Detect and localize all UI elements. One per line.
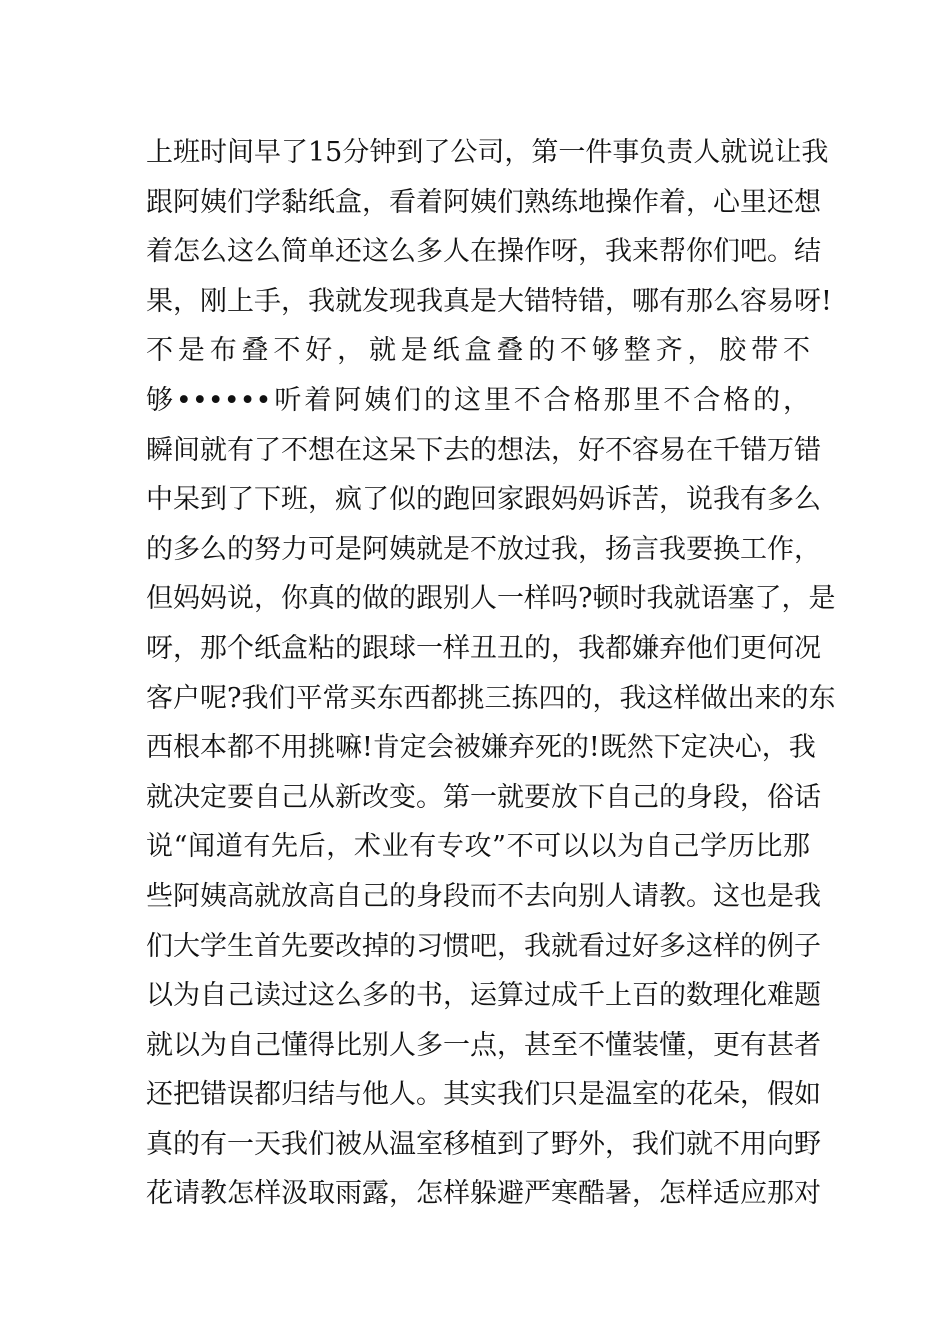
text-line: 的多么的努力可是阿姨就是不放过我，扬言我要换工作， bbox=[146, 533, 821, 565]
text-line: 西根本都不用挑嘛!肯定会被嫌弃死的!既然下定决心，我 bbox=[146, 732, 816, 764]
text-line: 果，刚上手，我就发现我真是大错特错，哪有那么容易呀! bbox=[146, 285, 832, 317]
text-line: 花请教怎样汲取雨露，怎样躲避严寒酷暑，怎样适应那对 bbox=[146, 1178, 821, 1210]
body-text bbox=[146, 128, 836, 1219]
text-line: 还把错误都归结与他人。其实我们只是温室的花朵，假如 bbox=[146, 1079, 821, 1111]
text-line: 们大学生首先要改掉的习惯吧，我就看过好多这样的例子 bbox=[146, 930, 821, 962]
text-line: 真的有一天我们被从温室移植到了野外，我们就不用向野 bbox=[146, 1128, 821, 1160]
text-line: 跟阿姨们学黏纸盒，看着阿姨们熟练地操作着，心里还想 bbox=[146, 186, 821, 218]
text-line: 上班时间早了15分钟到了公司，第一件事负责人就说让我 bbox=[146, 137, 829, 168]
text-line: 以为自己读过这么多的书，运算过成千上百的数理化难题 bbox=[146, 980, 821, 1012]
text-line: 就以为自己懂得比别人多一点，甚至不懂装懂，更有甚者 bbox=[146, 1029, 821, 1061]
text-line: 够••••••听着阿姨们的这里不合格那里不合格的， bbox=[146, 384, 810, 416]
text-line: 就决定要自己从新改变。第一就要放下自己的身段，俗话 bbox=[146, 781, 821, 813]
text-line: 着怎么这么简单还这么多人在操作呀，我来帮你们吧。结 bbox=[146, 236, 821, 268]
text-line: 瞬间就有了不想在这呆下去的想法，好不容易在千错万错 bbox=[146, 434, 821, 466]
text-line: 说“闻道有先后，术业有专攻”不可以以为自己学历比那 bbox=[146, 831, 810, 863]
text-line: 不是布叠不好，就是纸盒叠的不够整齐，胶带不 bbox=[146, 335, 810, 367]
text-line: 但妈妈说，你真的做的跟别人一样吗?顿时我就语塞了，是 bbox=[146, 583, 836, 615]
text-line: 中呆到了下班，疯了似的跑回家跟妈妈诉苦，说我有多么 bbox=[146, 484, 821, 516]
text-line: 客户呢?我们平常买东西都挑三拣四的，我这样做出来的东 bbox=[146, 682, 836, 714]
text-line: 呀，那个纸盒粘的跟球一样丑丑的，我都嫌弃他们更何况 bbox=[146, 632, 821, 664]
text-line: 些阿姨高就放高自己的身段而不去向别人请教。这也是我 bbox=[146, 880, 821, 912]
